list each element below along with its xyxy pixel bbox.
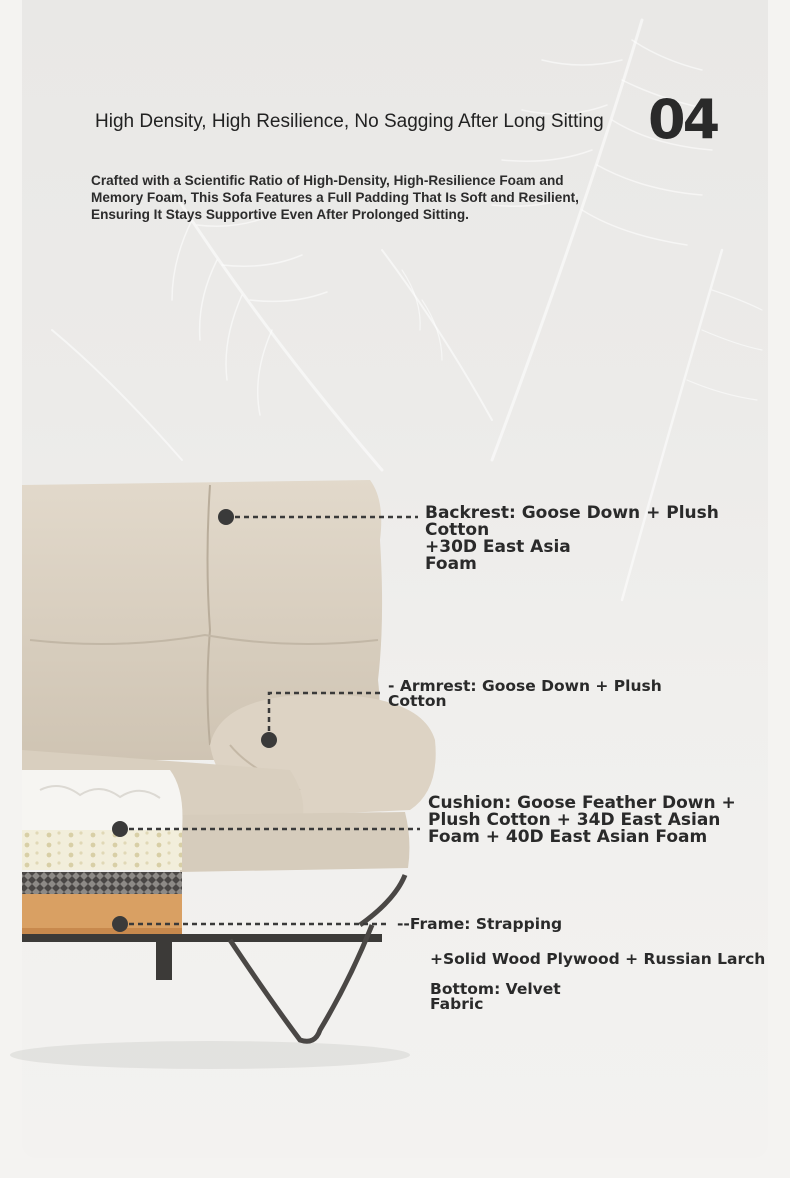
section-number: 04 xyxy=(648,88,718,151)
cushion-callout: Cushion: Goose Feather Down + Plush Cotton + 34D East Asian Foam + 40D East Asian Foam xyxy=(428,793,736,847)
backrest-callout: Backrest: Goose Down + Plush Cotton +30D East Asia Foam xyxy=(425,503,719,574)
bottom-callout: Bottom: Velvet Fabric xyxy=(430,980,561,1013)
frame-materials-callout: +Solid Wood Plywood + Russian Larch xyxy=(430,950,766,968)
headline: High Density, High Resilience, No Sagging After Long Sitting xyxy=(95,111,604,132)
frame-callout: --Frame: Strapping xyxy=(397,915,563,933)
armrest-callout: - Armrest: Goose Down + Plush Cotton xyxy=(388,677,662,710)
description: Crafted with a Scientific Ratio of High-Density, High-Resilience Foam and Memory Foam, This Sofa Features a Full Padding That Is Soft and Resilient, Ensuring It Stays Supportive Even After Prolonged Sitting. xyxy=(91,173,579,222)
